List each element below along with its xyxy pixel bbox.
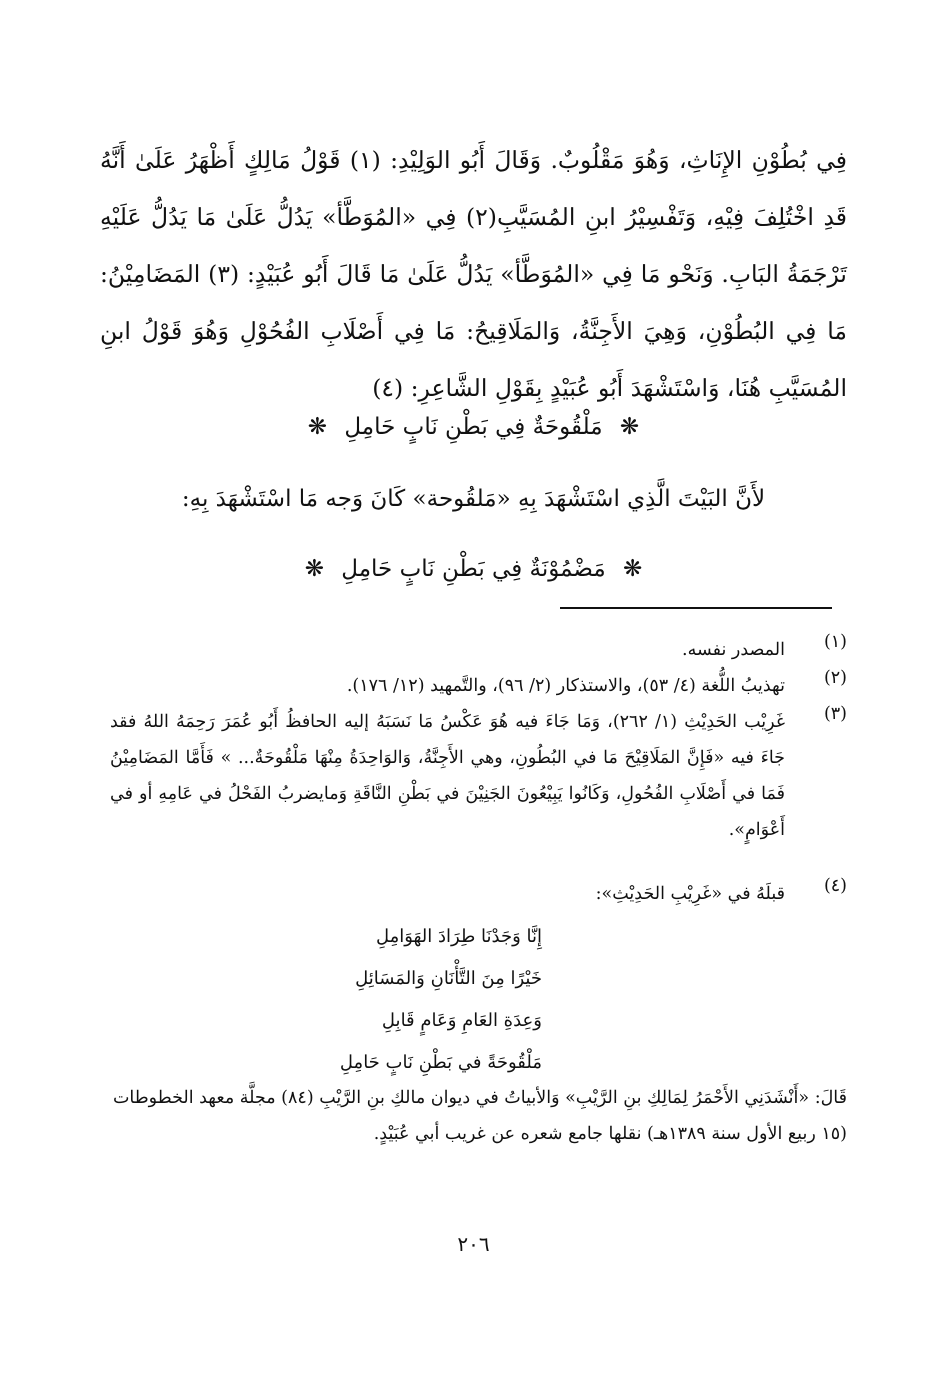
footnote-text: قبلَهُ في «غَرِيْبِ الحَدِيْثِ»: (595, 884, 785, 904)
footnote-1 (110, 632, 847, 668)
footnote-number: (٤) (823, 876, 847, 896)
footnote-text: غَرِيْب الحَدِيْثِ (١/ ٢٦٢)، وَمَا جَاءَ فيه هُوَ عَكْسُ مَا نَسَبَهُ إليه الحافظُ أَبُو عُمَرَ رَحِمَهُ اللهُ فقد جَاءَ فيه «فَإِنَّ المَلَاقِيْحَ مَا في البُطُونِ، وهي الأَجِنَّةُ، وَالوَاحِدَةُ مِنْهَا مَلْقُوحَةٌ... » فَأَمَّا المَضَامِيْنُ فَمَا في أَصْلَابِ الفُحُولِ، وَكَانُوا يَبِيْعُونَ الجَنِيْنَ في بَطْنِ النَّاقَةِ وَمايضربُ الفَحْلُ في عَامِهِ أو في أَعْوَامٍ». (110, 712, 785, 840)
footnote-separator (560, 607, 832, 609)
star-ornament: ❋ (304, 556, 324, 582)
verse-1-text: مَلْقُوحَةٌ فِي بَطْنِ نَابٍ حَامِلِ (344, 414, 603, 440)
footnote-number: (٣) (823, 704, 847, 724)
poem-line: إِنَّا وَجَدْنَا طِرَادَ الهَوَامِلِ (375, 926, 542, 947)
footnote-3 (110, 704, 847, 848)
poem-line: خَيْرًا مِنَ التَّأْنَانِ وَالمَسَائِلِ (355, 968, 542, 989)
poem-line: وَعِدَةِ العَامِ وَعَامٍ قَابِلِ (381, 1010, 542, 1031)
footnote-number: (١) (823, 632, 847, 652)
footnote-text: تهذيبُ اللُّغة (٤/ ٥٣)، والاستذكار (٢/ ٩٦)، والتَّمهيد (١٢/ ١٧٦). (346, 676, 785, 696)
footnote-2 (110, 668, 847, 704)
verse-2-text: مَضْمُوْنَةٌ فِي بَطْنِ نَابٍ حَامِلِ (341, 556, 606, 582)
footnote-source-note: قَالَ: «أَنْشَدَنِي الأَحْمَرُ لِمَالِكِ بنِ الرَّيْبِ» وَالأبياتُ في ديوان مالكِ بنِ الرَّيْبِ (٨٤) مجلَّة معهد الخطوطات (١٥ ربيع الأول سنة ١٣٨٩هـ) نقلها جامع شعره عن غريب أبي عُبَيْدٍ. (112, 1088, 847, 1144)
page-number: ٢٠٦ (457, 1232, 490, 1256)
verse-2 (100, 556, 847, 582)
main-paragraph: فِي بُطُوْنِ الإِنَاثِ، وَهُوَ مَقْلُوبٌ. وَقَالَ أَبُو الوَلِيْدِ: (١) قَوْلُ مَالِكٍ أَظْهَرُ عَلَىٰ أَنَّهُ قَدِ اخْتُلِفَ فِيْهِ، وَتَفْسِيْرُ ابنِ المُسَيَّبِ(٢) فِي «المُوَطَّأ» يَدُلُّ عَلَىٰ مَا يَدُلُّ عَلَيْهِ تَرْجَمَةُ البَابِ. وَنَحْو مَا فِي «المُوَطَّأ» يَدُلُّ عَلَىٰ مَا قَالَ أَبُو عُبَيْدٍ: (٣) المَضَامِيْنُ: مَا فِي البُطُوْنِ، وَهِيَ الأَجِنَّةُ، وَالمَلَاقِيحُ: مَا فِي أَصْلَابِ الفُحُوْلِ وَهُوَ قَوْلُ ابنِ المُسَيَّبِ هُنَا، وَاسْتَشْهَدَ أَبُو عُبَيْدٍ بِقَوْلِ الشَّاعِرِ: (٤) (100, 146, 848, 402)
continuation-line: لأَنَّ البَيْتَ الَّذِي اسْتَشْهَدَ بِهِ «مَلقُوحة» كَانَ وَجه مَا اسْتَشْهَدَ بِهِ: (181, 486, 766, 512)
footnote-poem (340, 916, 542, 1084)
main-text-block (100, 132, 847, 417)
star-ornament: ❋ (619, 414, 640, 440)
footnote-number: (٢) (823, 668, 847, 688)
verse-1 (100, 414, 847, 440)
poem-line: مَلْقُوحَةً في بَطْنِ نَابٍ حَامِلِ (339, 1052, 542, 1073)
star-ornament: ❋ (307, 414, 328, 440)
star-ornament: ❋ (623, 556, 643, 582)
footnote-text: المصدر نفسه. (682, 640, 785, 660)
footnote-4 (110, 876, 847, 912)
